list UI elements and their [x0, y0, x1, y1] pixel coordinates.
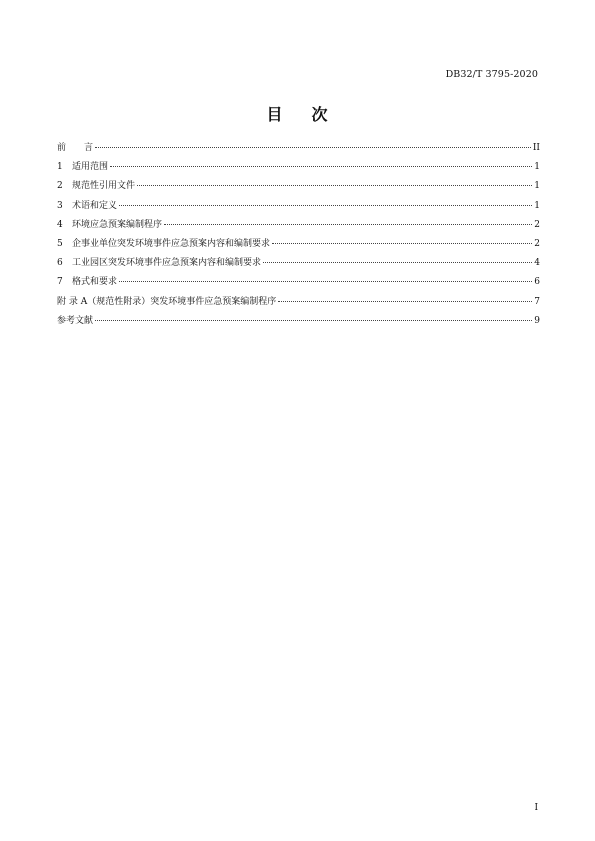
toc-entry-page: 9 [534, 315, 540, 326]
toc-entry-page: 4 [534, 258, 540, 269]
toc-entry-page: 7 [534, 296, 540, 307]
toc-entry-number: 7 [57, 277, 63, 288]
toc-dot-leader [278, 301, 532, 302]
toc-entry-label: 规范性引用文件 [72, 181, 136, 192]
page-title [0, 102, 595, 125]
toc-entry-1[interactable] [57, 158, 540, 177]
toc-entry-3[interactable] [57, 197, 540, 216]
toc-entry-number: 5 [57, 238, 63, 249]
toc-entry-label: 术语和定义 [72, 200, 118, 211]
toc-entry-foreword[interactable] [57, 139, 540, 158]
toc-entry-page: 6 [534, 277, 540, 288]
toc-entry-4[interactable] [57, 216, 540, 235]
page-title-right: 次 [311, 105, 329, 124]
toc-dot-leader [263, 262, 532, 263]
toc-entry-5[interactable] [57, 235, 540, 254]
toc-entry-page: II [532, 143, 540, 153]
toc-entry-label: 企事业单位突发环境事件应急预案内容和编制要求 [72, 238, 271, 249]
toc-entry-7[interactable] [57, 273, 540, 292]
toc-dot-leader [164, 224, 532, 225]
toc-entry-page: 2 [534, 219, 540, 230]
toc-entry-number: 2 [57, 181, 63, 192]
toc-dot-leader [110, 166, 532, 167]
toc-entry-label: 格式和要求 [72, 277, 118, 288]
toc-entry-number: 4 [57, 219, 63, 230]
toc-entry-number: 3 [57, 200, 63, 211]
toc-entry-page: 1 [534, 162, 540, 173]
toc-entry-label: 工业园区突发环境事件应急预案内容和编制要求 [72, 258, 262, 269]
toc-entry-label: 适用范围 [72, 162, 109, 173]
toc-dot-leader [95, 147, 531, 148]
toc-dot-leader [119, 281, 532, 282]
toc-entry-label: 环境应急预案编制程序 [72, 219, 163, 230]
toc-dot-leader [137, 185, 532, 186]
toc-entry-label: 前 言 [57, 143, 94, 153]
toc-entry-page: 2 [534, 238, 540, 249]
page-number: I [534, 803, 538, 813]
toc-dot-leader [119, 205, 532, 206]
table-of-contents [57, 139, 540, 331]
page-title-left: 目 [266, 105, 284, 124]
document-code: DB32/T 3795-2020 [445, 69, 538, 80]
toc-entry-page: 1 [534, 181, 540, 192]
toc-entry-number: 6 [57, 258, 63, 269]
toc-entry-label: 附 录 A（规范性附录）突发环境事件应急预案编制程序 [57, 296, 277, 307]
toc-entry-references[interactable] [57, 312, 540, 331]
toc-entry-appendix-a[interactable] [57, 293, 540, 312]
toc-entry-label: 参考文献 [57, 315, 94, 326]
toc-entry-number: 1 [57, 162, 63, 173]
toc-entry-2[interactable] [57, 177, 540, 196]
toc-dot-leader [95, 320, 532, 321]
toc-dot-leader [272, 243, 532, 244]
toc-entry-page: 1 [534, 200, 540, 211]
toc-entry-6[interactable] [57, 254, 540, 273]
